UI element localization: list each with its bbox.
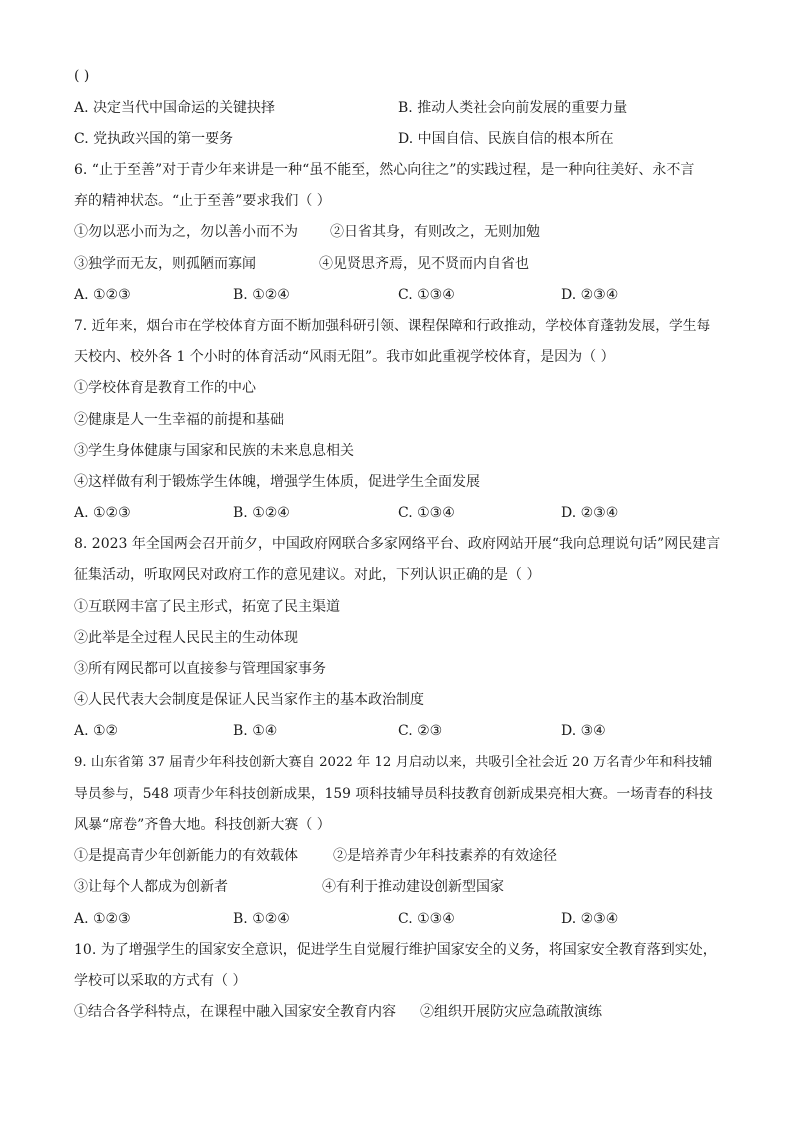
q6-option-d[interactable]: D. ②③④ [561,287,619,303]
q7-item-2: ②健康是人一生幸福的前提和基础 [74,412,284,428]
q6-stem-line-1: 6. “止于至善”对于青少年来讲是一种“虽不能至，然心向往之”的实践过程，是一种向往美好、永不言 [74,162,695,178]
q6-item-4: ④见贤思齐焉，见不贤而内自省也 [319,256,529,272]
q6-item-3: ③独学而无友，则孤陋而寡闻 [74,256,256,272]
q8-option-a[interactable]: A. ①② [74,723,119,739]
q6-option-b[interactable]: B. ①②④ [233,287,290,303]
q7-option-c[interactable]: C. ①③④ [398,505,455,521]
q8-option-c[interactable]: C. ②③ [398,723,443,739]
q8-item-3: ③所有网民都可以直接参与管理国家事务 [74,661,326,677]
q10-item-1: ①结合各学科特点，在课程中融入国家安全教育内容 [74,1004,396,1020]
q6-item-2: ②日省其身，有则改之，无则加勉 [330,224,540,240]
q7-option-b[interactable]: B. ①②④ [233,505,290,521]
q9-stem-line-2: 导员参与，548 项青少年科技创新成果，159 项科技辅导员科技教育创新成果亮相大赛。一场青春的科技 [74,786,713,802]
q7-stem-line-2: 天校内、校外各 1 个小时的体育活动“风雨无阻”。我市如此重视学校体育，是因为（ ） [74,349,615,365]
q9-stem-line-3: 风暴“席卷”齐鲁大地。科技创新大赛（ ） [74,817,331,833]
q5-answer-paren: ( ) [74,68,90,84]
q6-item-1: ①勿以恶小而为之，勿以善小而不为 [74,224,298,240]
q8-item-4: ④人民代表大会制度是保证人民当家作主的基本政治制度 [74,692,424,708]
q7-item-3: ③学生身体健康与国家和民族的未来息息相关 [74,443,354,459]
q9-option-b[interactable]: B. ①②④ [233,911,290,927]
q8-stem-line-2: 征集活动，听取网民对政府工作的意见建议。对此，下列认识正确的是（ ） [74,567,541,583]
q7-item-4: ④这样做有利于锻炼学生体魄，增强学生体质，促进学生全面发展 [74,474,480,490]
q5-option-d[interactable]: D. 中国自信、民族自信的根本所在 [398,131,614,147]
q6-option-c[interactable]: C. ①③④ [398,287,455,303]
q9-item-4: ④有利于推动建设创新型国家 [322,879,504,895]
q8-item-2: ②此举是全过程人民民主的生动体现 [74,630,298,646]
q5-option-b[interactable]: B. 推动人类社会向前发展的重要力量 [398,100,628,116]
q5-option-a[interactable]: A. 决定当代中国命运的关键抉择 [74,100,276,116]
q10-item-2: ②组织开展防灾应急疏散演练 [420,1004,602,1020]
q8-option-b[interactable]: B. ①④ [233,723,278,739]
q9-item-1: ①是提高青少年创新能力的有效载体 [74,848,298,864]
q7-option-d[interactable]: D. ②③④ [561,505,619,521]
q9-item-2: ②是培养青少年科技素养的有效途径 [333,848,557,864]
q5-option-c[interactable]: C. 党执政兴国的第一要务 [74,131,234,147]
q6-option-a[interactable]: A. ①②③ [74,287,131,303]
q9-item-3: ③让每个人都成为创新者 [74,879,228,895]
q8-stem-line-1: 8. 2023 年全国两会召开前夕，中国政府网联合多家网络平台、政府网站开展“我向总理说句话”网民建言 [74,536,721,552]
q7-item-1: ①学校体育是教育工作的中心 [74,380,256,396]
q7-stem-line-1: 7. 近年来，烟台市在学校体育方面不断加强科研引领、课程保障和行政推动，学校体育蓬勃发展，学生每 [74,318,711,334]
q7-option-a[interactable]: A. ①②③ [74,505,131,521]
q9-stem-line-1: 9. 山东省第 37 届青少年科技创新大赛自 2022 年 12 月启动以来，共吸引全社会近 20 万名青少年和科技辅 [74,755,713,770]
q8-item-1: ①互联网丰富了民主形式，拓宽了民主渠道 [74,599,340,615]
q8-option-d[interactable]: D. ③④ [561,723,606,739]
q6-stem-line-2: 弃的精神状态。“止于至善”要求我们（ ） [74,193,331,209]
q9-option-c[interactable]: C. ①③④ [398,911,455,927]
q10-stem-line-1: 10. 为了增强学生的国家安全意识，促进学生自觉履行维护国家安全的义务，将国家安全教育落到实处， [74,942,717,958]
q10-stem-line-2: 学校可以采取的方式有（ ） [74,973,247,989]
q9-option-d[interactable]: D. ②③④ [561,911,619,927]
q9-option-a[interactable]: A. ①②③ [74,911,131,927]
